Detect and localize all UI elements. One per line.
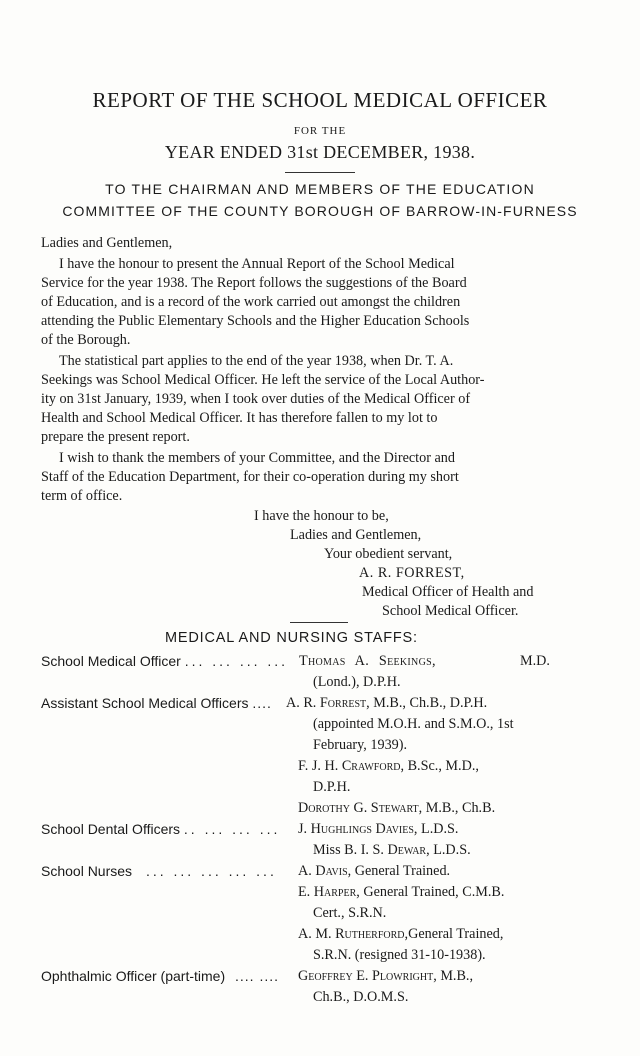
address-line-1: TO THE CHAIRMAN AND MEMBERS OF THE EDUCATION [105, 181, 535, 197]
staff-name: F. J. H. Crawford, B.Sc., M.D., [298, 758, 479, 774]
divider-rule [290, 622, 348, 623]
paragraph-2-line: ity on 31st January, 1939, when I took over duties of the Medical Officer of [41, 391, 471, 407]
staff-name: A. Davis, General Trained. [298, 863, 451, 879]
staff-heading: MEDICAL AND NURSING STAFFS: [165, 630, 418, 646]
paragraph-2-line: Health and School Medical Officer. It has therefore fallen to my lot to [41, 410, 438, 426]
paragraph-2-line: Seekings was School Medical Officer. He left the service of the Local Author- [41, 372, 485, 388]
staff-name: Geoffrey E. Plowright, M.B., [298, 968, 474, 984]
salutation: Ladies and Gentlemen, [41, 235, 173, 251]
staff-note: (appointed M.O.H. and S.M.O., 1st [313, 716, 514, 732]
staff-name: Miss B. I. S. Dewar, L.D.S. [313, 842, 471, 858]
address-line-2: COMMITTEE OF THE COUNTY BOROUGH OF BARROW-IN-FURNESS [62, 203, 578, 219]
closing-line: Your obedient servant, [324, 546, 453, 562]
paragraph-1-line: of Education, and is a record of the work carried out amongst the children [41, 294, 461, 310]
staff-role-label: School Dental Officers .. ... ... ... [41, 821, 281, 837]
year-line: YEAR ENDED 31st DECEMBER, 1938. [164, 142, 476, 162]
staff-name: Dorothy G. Stewart, M.B., Ch.B. [298, 800, 496, 816]
paragraph-1-line: Service for the year 1938. The Report follows the suggestions of the Board [41, 275, 467, 291]
staff-name: Thomas A. Seekings, [299, 653, 436, 669]
paragraph-3-line: Staff of the Education Department, for their co-operation during my short [41, 469, 459, 485]
paragraph-2-line: prepare the present report. [41, 429, 190, 445]
paragraph-2-line: The statistical part applies to the end of the year 1938, when Dr. T. A. [59, 353, 454, 369]
staff-qualification: (Lond.), D.P.H. [313, 674, 401, 690]
paragraph-3-line: I wish to thank the members of your Committee, and the Director and [59, 450, 455, 466]
staff-role-label: School Nurses ... ... ... ... ... [41, 863, 277, 879]
staff-qualification: Ch.B., D.O.M.S. [313, 989, 409, 1005]
staff-qualification: Cert., S.R.N. [313, 905, 387, 921]
divider-rule [285, 172, 355, 173]
staff-qualification: D.P.H. [313, 779, 351, 795]
staff-note: February, 1939). [313, 737, 408, 753]
report-title: REPORT OF THE SCHOOL MEDICAL OFFICER [92, 88, 548, 112]
paragraph-1-line: attending the Public Elementary Schools and the Higher Education Schools [41, 313, 470, 329]
staff-name: A. M. Rutherford,General Trained, [298, 926, 504, 942]
paragraph-3-line: term of office. [41, 488, 123, 504]
staff-name: J. Hughlings Davies, L.D.S. [298, 821, 459, 837]
staff-qualification: M.D. [520, 653, 550, 669]
staff-role-label: Ophthalmic Officer (part-time) .... .... [41, 968, 280, 984]
staff-role-label: School Medical Officer ... ... ... ... [41, 653, 289, 669]
paragraph-1-line: I have the honour to present the Annual Report of the School Medical [59, 256, 455, 272]
signatory-title: Medical Officer of Health and [362, 584, 534, 600]
staff-role-label: Assistant School Medical Officers .... [41, 695, 272, 711]
staff-name: E. Harper, General Trained, C.M.B. [298, 884, 505, 900]
staff-note: S.R.N. (resigned 31-10-1938). [313, 947, 486, 963]
closing-line: I have the honour to be, [254, 508, 389, 524]
paragraph-1-line: of the Borough. [41, 332, 131, 348]
closing-line: Ladies and Gentlemen, [290, 527, 422, 543]
signatory-title: School Medical Officer. [382, 603, 519, 619]
staff-name: A. R. Forrest, M.B., Ch.B., D.P.H. [286, 695, 488, 711]
signatory-name: A. R. FORREST, [359, 565, 465, 581]
for-the-label: FOR THE [293, 125, 347, 137]
